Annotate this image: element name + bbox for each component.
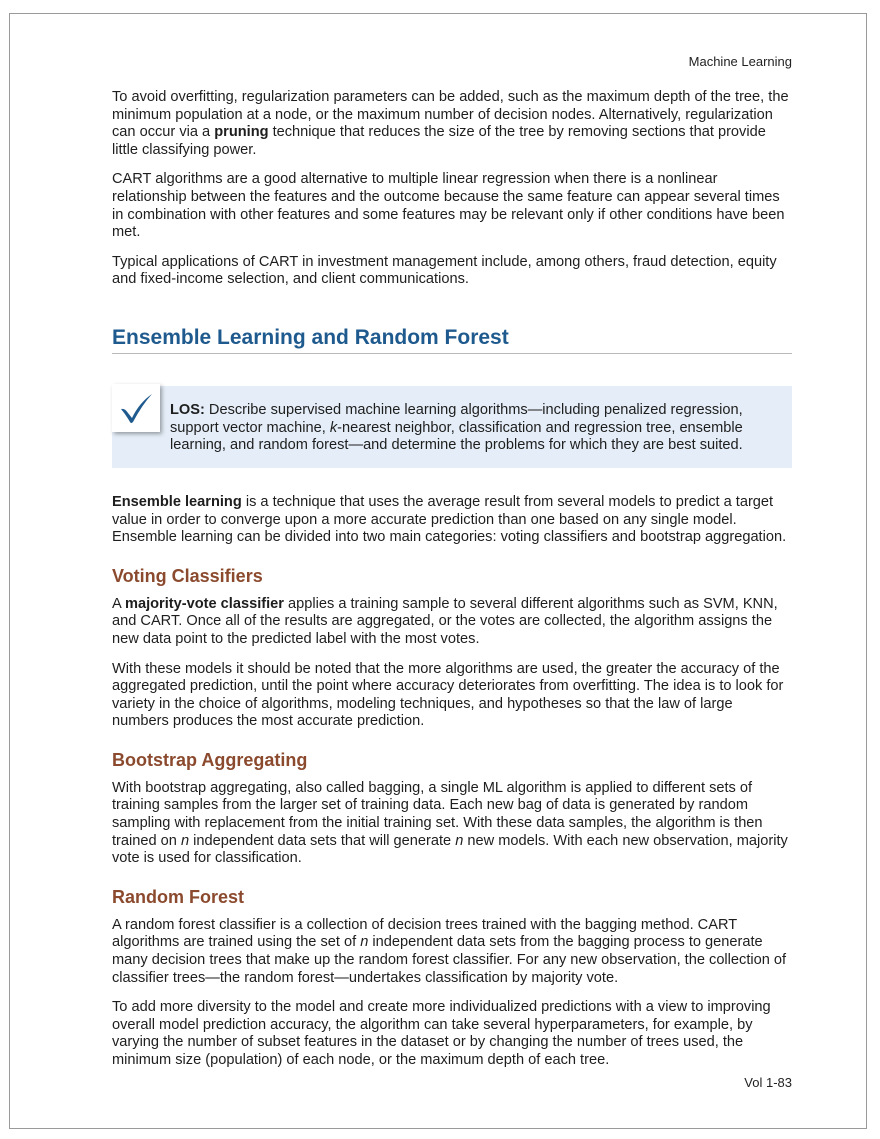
intro-paragraph-3: Typical applications of CART in investment management include, among others, fraud detection, equity and fixed-income selection, and client communications.	[112, 253, 777, 288]
random-forest-paragraph-2: To add more diversity to the model and create more individualized predictions with a view to improving overall model prediction accuracy, the algorithm can take several hyperparameters, for example, by varying the number of subset features in the dataset or by changing the number of trees used, the minimum size (population) of each node, or the maximum depth of each tree.	[112, 999, 771, 1068]
bootstrap-paragraph: With bootstrap aggregating, also called bagging, a single ML algorithm is applied to different sets of training samples from the larger set of training data. Each new bag of data is generated by random sampling with replacement from the initial training set. With these data samples, the algorithm is then trained on n independent data sets that will generate n new models. With each new observation, majority vote is used for classification.	[112, 779, 788, 867]
ensemble-paragraph: Ensemble learning is a technique that uses the average result from several models to predict a target value in order to converge upon a more accurate prediction than one based on any single model. Ensemble learning can be divided into two main categories: voting classifiers and bootstrap aggregation.	[112, 493, 787, 546]
section-rule	[112, 353, 792, 354]
section-heading: Ensemble Learning and Random Forest	[112, 325, 509, 349]
term-majority-vote-classifier: majority-vote classifier	[124, 595, 284, 612]
los-box	[112, 386, 792, 468]
running-header: Machine Learning	[688, 54, 792, 69]
random-forest-heading: Random Forest	[112, 886, 245, 907]
voting-paragraph-2: With these models it should be noted that the more algorithms are used, the greater the accuracy of the aggregated prediction, until the point where accuracy deteriorates from overfitting. The idea is to look for variety in the choice of algorithms, modeling techniques, and hypotheses so that the law of large numbers produces the most accurate prediction.	[112, 660, 784, 730]
page-content	[112, 89, 792, 1082]
term-ensemble-learning: Ensemble learning	[112, 493, 242, 510]
checkmark-icon	[112, 384, 160, 432]
intro-paragraph-1: To avoid overfitting, regularization parameters can be added, such as the maximum depth of the tree, the minimum population at a node, or the maximum number of decision nodes. Alternatively, regularization can occur via a pruning technique that reduces the size of the tree by removing sections that provide little classifying power.	[112, 89, 789, 158]
intro-paragraph-2: CART algorithms are a good alternative to multiple linear regression when there is a nonlinear relationship between the features and the outcome because the same feature can appear several times in combination with other features and some features may be relevant only if other conditions have been met.	[112, 171, 785, 241]
los-label: LOS:	[170, 401, 205, 418]
los-statement: LOS: Describe supervised machine learning algorithms—including penalized regression, support vector machine, k-nearest neighbor, classification and regression tree, ensemble learning, and random forest—and determine the problems for which they are best suited.	[170, 401, 743, 454]
voting-heading: Voting Classifiers	[112, 565, 263, 586]
page-number: Vol 1-83	[744, 1075, 792, 1090]
voting-paragraph-1: A majority-vote classifier applies a training sample to several different algorithms such as SVM, KNN, and CART. Once all of the results are aggregated, or the votes are collected, the algorithm assigns the new data point to the predicted label with the most votes.	[112, 595, 778, 647]
random-forest-paragraph-1: A random forest classifier is a collection of decision trees trained with the bagging method. CART algorithms are trained using the set of n independent data sets from the bagging process to generate many decision trees that make up the random forest classifier. For any new observation, the collection of classifier trees—the random forest—undertakes classification by majority vote.	[112, 916, 787, 986]
term-pruning: pruning	[214, 124, 269, 141]
bootstrap-heading: Bootstrap Aggregating	[112, 749, 308, 770]
